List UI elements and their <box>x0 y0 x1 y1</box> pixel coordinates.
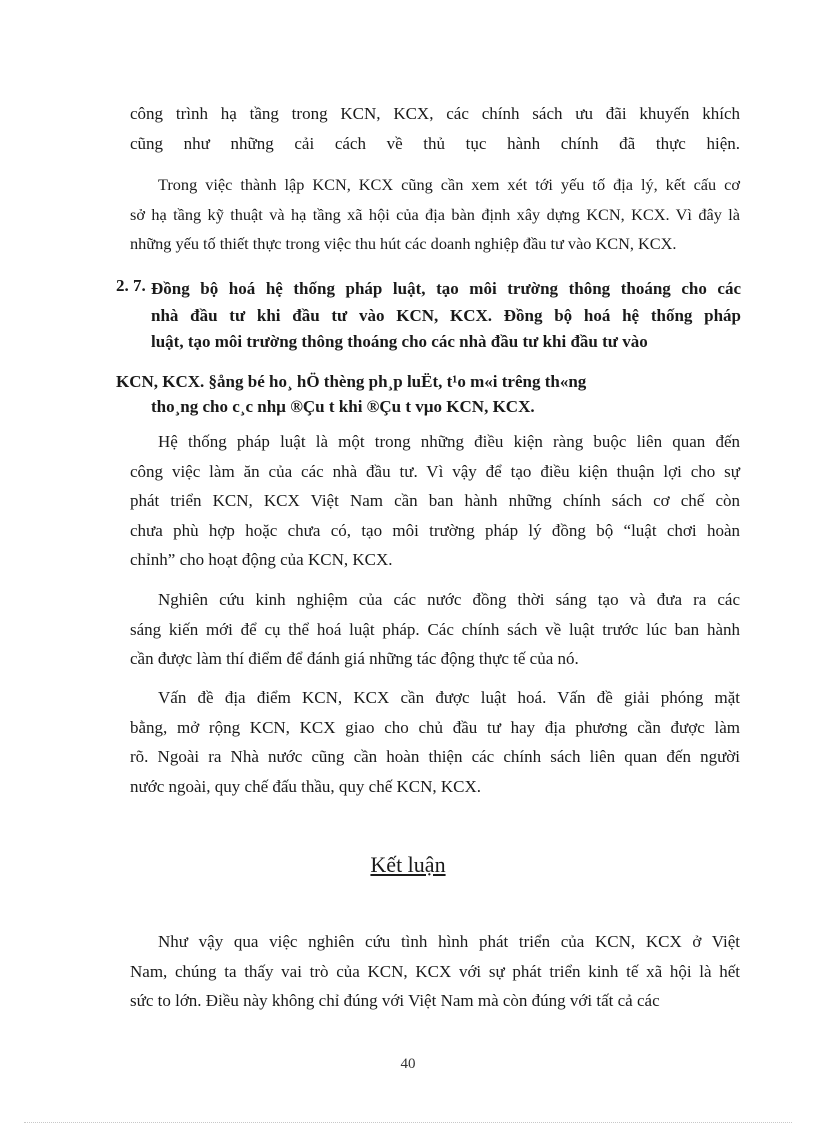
paragraph-1 <box>130 99 740 158</box>
text-line: Vấn đề địa điểm KCN, KCX cần được luật hoá. Vấn đề giải phóng mặt <box>158 688 740 707</box>
garbled-text-line: KCN, KCX. §ång bé ho¸ hÖ thèng ph¸p luËt, t¹o m«i trêng th«ng <box>116 372 587 391</box>
text-line: Như vậy qua việc nghiên cứu tình hình phát triển của KCN, KCX ở Việt <box>158 932 740 951</box>
heading-line: Đồng bộ hoá hệ thống pháp luật, tạo môi trường thông thoáng cho các <box>151 279 741 298</box>
text-line: rõ. Ngoài ra Nhà nước cũng cần hoàn thiện các chính sách liên quan đến người <box>130 747 740 766</box>
text-line: sở hạ tầng kỹ thuật và hạ tầng xã hội của địa bàn định xây dựng KCN, KCX. Vì đây là <box>130 204 740 224</box>
paragraph-4 <box>130 585 740 674</box>
section-number: 2. 7. <box>116 276 146 295</box>
text-line: Nam, chúng ta thấy vai trò của KCN, KCX với sự phát triển kinh tế xã hội là hết <box>130 961 740 981</box>
heading-line: nhà đầu tư khi đầu tư vào KCN, KCX. Đồng bộ hoá hệ thống pháp <box>151 305 741 325</box>
conclusion-title: Kết luận <box>370 852 446 877</box>
text-line: chưa phù hợp hoặc chưa có, tạo môi trường pháp lý đồng bộ “luật chơi hoàn <box>130 520 740 540</box>
text-line: Nghiên cứu kinh nghiệm của các nước đồng thời sáng tạo và đưa ra các <box>158 590 740 609</box>
text-line: sức to lớn. Điều này không chỉ đúng với Việt Nam mà còn đúng với tất cả các <box>130 991 660 1010</box>
text-line: cần được làm thí điểm để đánh giá những tác động thực tế của nó. <box>130 649 579 668</box>
text-line: công việc làm ăn của các nhà đầu tư. Vì vậy để tạo điều kiện thuận lợi cho sự <box>130 461 740 481</box>
text-line: công trình hạ tầng trong KCN, KCX, các chính sách ưu đãi khuyến khích <box>130 104 740 123</box>
text-line: sáng kiến mới để cụ thể hoá luật pháp. Các chính sách về luật trước lúc ban hành <box>130 619 740 639</box>
page-number: 40 <box>400 1056 416 1072</box>
garbled-text-line: tho¸ng cho c¸c nhµ ®Çu t khi ®Çu t vµo KCN, KCX. <box>151 397 535 416</box>
text-line: chỉnh” cho hoạt động của KCN, KCX. <box>130 550 393 569</box>
text-line: nước ngoài, quy chế đấu thầu, quy chế KCN, KCX. <box>130 776 482 796</box>
paragraph-5 <box>130 683 740 801</box>
text-line: Trong việc thành lập KCN, KCX cũng cần xem xét tới yếu tố địa lý, kết cấu cơ <box>158 175 740 194</box>
section-heading <box>151 276 741 356</box>
text-line: những yếu tố thiết thực trong việc thu hút các doanh nghiệp đầu tư vào KCN, KCX. <box>130 234 677 253</box>
heading-line: luật, tạo môi trường thông thoáng cho các nhà đầu tư khi đầu tư vào <box>151 332 648 351</box>
text-line: Hệ thống pháp luật là một trong những điều kiện ràng buộc liên quan đến <box>158 432 740 451</box>
text-line: phát triển KCN, KCX Việt Nam cần ban hành những chính sách cơ chế còn <box>130 491 740 510</box>
paragraph-6 <box>130 927 740 1016</box>
text-line: cũng như những cải cách về thủ tục hành chính đã thực hiện. <box>130 133 740 153</box>
paragraph-2 <box>130 170 740 259</box>
paragraph-3 <box>130 427 740 575</box>
text-line: bằng, mở rộng KCN, KCX giao cho chủ đầu tư hay địa phương cần được làm <box>130 717 740 737</box>
